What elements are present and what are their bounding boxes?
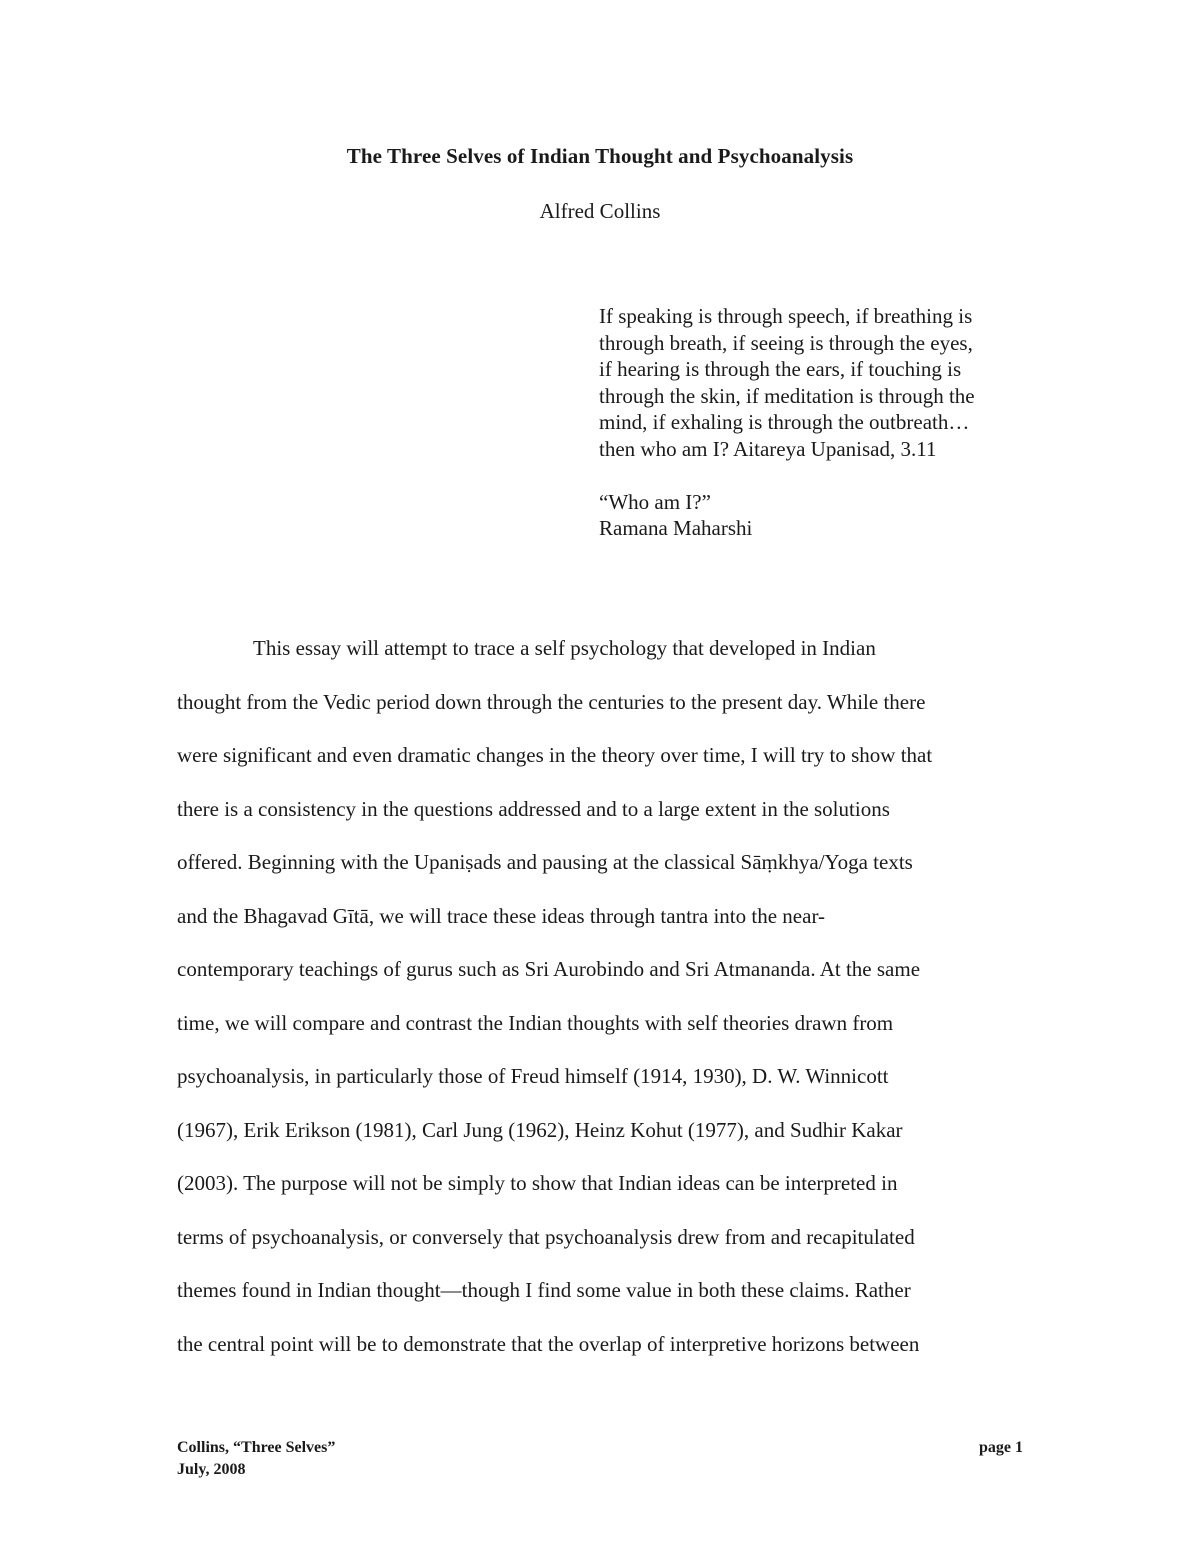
body-line: time, we will compare and contrast the Indian thoughts with self theories drawn from	[177, 1010, 894, 1035]
body-line: offered. Beginning with the Upaniṣads and pausing at the classical Sāṃkhya/Yoga texts	[177, 850, 913, 874]
epigraph-line: through the skin, if meditation is through the	[599, 383, 975, 408]
body-line: were significant and even dramatic changes in the theory over time, I will try to show that	[177, 743, 933, 767]
body-line: (2003). The purpose will not be simply to show that Indian ideas can be interpreted in	[177, 1171, 898, 1195]
footer-date: July, 2008	[177, 1461, 246, 1478]
epigraph-line: then who am I? Aitareya Upanisad, 3.11	[599, 436, 937, 461]
body-line: psychoanalysis, in particularly those of Freud himself (1914, 1930), D. W. Winnicott	[177, 1064, 889, 1088]
body-line: the central point will be to demonstrate that the overlap of interpretive horizons between	[177, 1331, 920, 1356]
body-line: thought from the Vedic period down through the centuries to the present day. While there	[177, 689, 926, 714]
epigraph-line: through breath, if seeing is through the eyes,	[599, 330, 973, 355]
body-line: there is a consistency in the questions addressed and to a large extent in the solutions	[177, 796, 890, 821]
document-title: The Three Selves of Indian Thought and Psychoanalysis	[346, 144, 854, 168]
footer-page-number: page 1	[979, 1439, 1023, 1456]
epigraph-spacer	[599, 462, 1029, 489]
epigraph	[599, 303, 1029, 542]
epigraph-attribution: Ramana Maharshi	[599, 516, 753, 540]
epigraph-second-quote: “Who am I?”	[599, 489, 711, 514]
body-line: contemporary teachings of gurus such as Sri Aurobindo and Sri Atmananda. At the same	[177, 957, 921, 981]
body-paragraph	[177, 622, 1027, 1371]
body-line: terms of psychoanalysis, or conversely that psychoanalysis drew from and recapitulated	[177, 1224, 915, 1249]
epigraph-line: If speaking is through speech, if breathing is	[599, 304, 973, 328]
body-line: (1967), Erik Erikson (1981), Carl Jung (1962), Heinz Kohut (1977), and Sudhir Kakar	[177, 1117, 903, 1142]
footer-running-title: Collins, “Three Selves”	[177, 1439, 336, 1456]
epigraph-line: mind, if exhaling is through the outbreath…	[599, 410, 970, 434]
footer-left	[177, 1437, 335, 1481]
body-line: This essay will attempt to trace a self psychology that developed in Indian	[253, 636, 876, 660]
body-line: and the Bhagavad Gītā, we will trace these ideas through tantra into the near-	[177, 903, 826, 928]
document-author: Alfred Collins	[539, 199, 661, 223]
body-line: themes found in Indian thought—though I find some value in both these claims. Rather	[177, 1278, 911, 1302]
epigraph-line: if hearing is through the ears, if touching is	[599, 357, 962, 381]
